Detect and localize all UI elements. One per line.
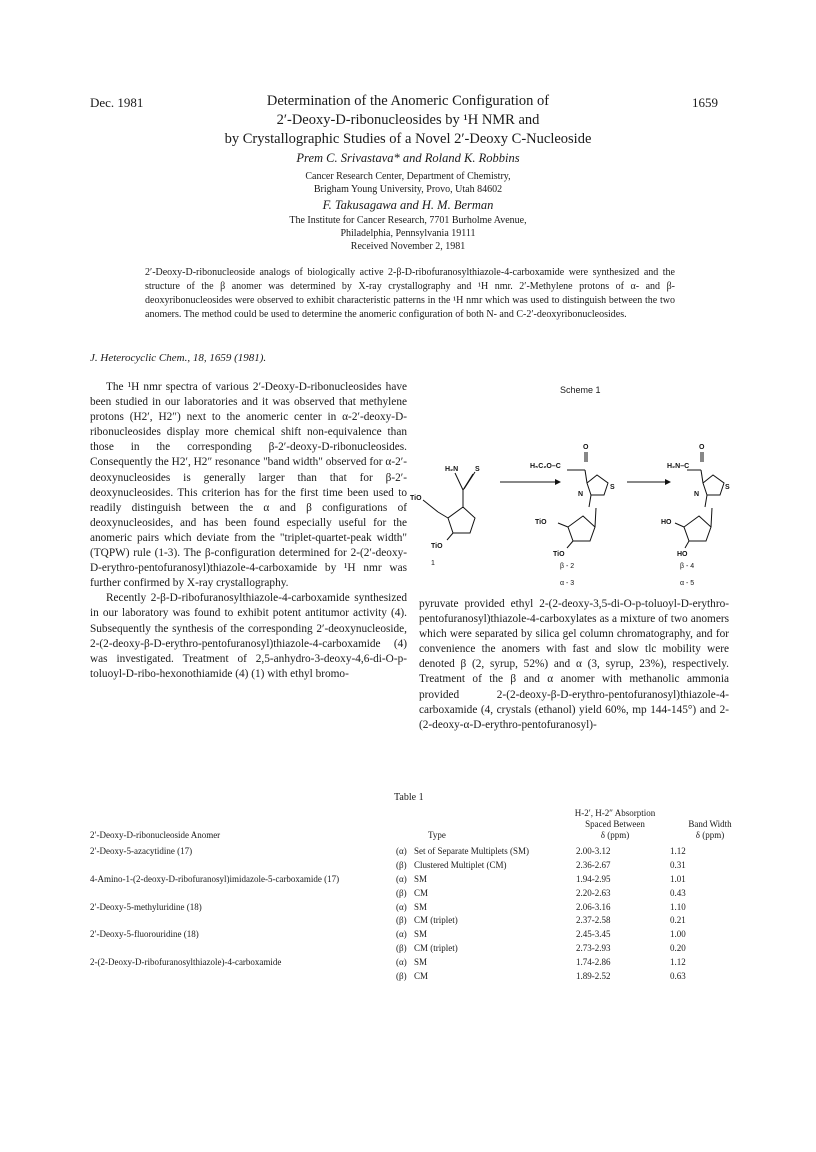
title-line: by Crystallographic Studies of a Novel 2′-Deoxy C-Nucleoside bbox=[224, 131, 592, 147]
c4-oxygen-label: O bbox=[699, 444, 705, 451]
c2-sulfur-label: S bbox=[610, 484, 615, 491]
anomer-cell: (β) bbox=[396, 859, 407, 870]
band-cell: 1.01 bbox=[670, 873, 686, 884]
type-cell: CM (triplet) bbox=[414, 915, 458, 926]
affiliation-line: The Institute for Cancer Research, 7701 Burholme Avenue, bbox=[289, 215, 527, 226]
affiliation-line: Brigham Young University, Provo, Utah 84602 bbox=[313, 184, 503, 195]
type-cell: SM bbox=[414, 901, 428, 912]
spaced-cell: 2.73-2.93 bbox=[576, 943, 611, 954]
journal-date: Dec. 1981 bbox=[90, 95, 144, 110]
band-cell: 1.10 bbox=[670, 901, 686, 912]
received-date: Received November 2, 1981 bbox=[350, 241, 466, 252]
table-row bbox=[90, 970, 740, 984]
c2-tio-label: TiO bbox=[553, 551, 565, 558]
c2-number: β - 2 bbox=[560, 563, 575, 570]
type-cell: Set of Separate Multiplets (SM) bbox=[414, 846, 529, 856]
c2-nitrogen-label: N bbox=[578, 491, 584, 498]
spaced-cell: 2.00-3.12 bbox=[576, 846, 611, 856]
authors-group-2: F. Takusagawa and H. M. Berman bbox=[322, 198, 494, 212]
band-cell: 1.00 bbox=[670, 929, 686, 940]
affiliation-line: Cancer Research Center, Department of Chemistry, bbox=[305, 171, 511, 182]
anomer-cell: (β) bbox=[396, 971, 407, 982]
spaced-cell: 2.06-3.16 bbox=[576, 901, 611, 912]
authors-group-1: Prem C. Srivastava* and Roland K. Robbins bbox=[296, 151, 520, 165]
body-paragraph: The ¹H nmr spectra of various 2′-Deoxy-D-ribonucleosides have been studied in our laboratories and it was observed that methylene protons (H2′, H2″) next to the anomeric center in α-2′-deoxy-D-ribonucleosides display more chemical shift non-equivalence than those in the corresponding β-2′-deoxy-D-ribonucleosides. Consequently the H2′, H2″ resonance "band width" observed for α-2′-deoxynucleosides is generally larger than that for β-2′-deoxynucleosides. This criterion has for the first time been used to readily distinguish between the α and β configurations of deoxynucleosides, and has been found especially useful for the anomeric pairs which deviate from the "triplet-quartet-peak width" (TQPW) rule (1-3). The β-configuration determined for 2-(2′-deoxy-D-erythro-pentofuranosyl)thiazole-4-carboxamide by ¹H nmr was further confirmed by X-ray crystallography. bbox=[90, 381, 407, 590]
anomer-cell: (α) bbox=[396, 873, 407, 884]
anomer-cell: (β) bbox=[396, 887, 407, 898]
c4-number: β - 4 bbox=[680, 563, 695, 570]
header-line: δ (ppm) bbox=[695, 830, 725, 840]
c1-tio-label: TiO bbox=[410, 495, 422, 502]
header-line: Spaced Between bbox=[585, 819, 645, 829]
article-title bbox=[170, 92, 646, 149]
compound-cell: 2′-Deoxy-5-methyluridine (18) bbox=[90, 901, 202, 912]
header-line: δ (ppm) bbox=[600, 830, 630, 840]
table-row bbox=[90, 887, 740, 901]
c1-number: 1 bbox=[431, 560, 435, 567]
c4-ho-label: HO bbox=[661, 519, 672, 526]
reaction-arrow bbox=[500, 479, 561, 485]
band-cell: 0.20 bbox=[670, 943, 686, 954]
spaced-cell: 1.74-2.86 bbox=[576, 957, 611, 968]
table-row bbox=[90, 942, 740, 956]
table-header-absorption bbox=[555, 808, 675, 841]
c4-nitrogen-label: N bbox=[694, 491, 700, 498]
band-cell: 0.21 bbox=[670, 915, 686, 926]
citation: J. Heterocyclic Chem., 18, 1659 (1981). bbox=[90, 352, 267, 364]
c2-oxygen-label: O bbox=[583, 444, 589, 451]
table-row bbox=[90, 914, 740, 928]
c4-ho-label: HO bbox=[677, 551, 688, 558]
spaced-cell: 1.89-2.52 bbox=[576, 971, 611, 982]
compound-2-structure bbox=[558, 452, 608, 548]
type-cell: SM bbox=[414, 873, 428, 884]
body-paragraph: Recently 2-β-D-ribofuranosylthiazole-4-carboxamide synthesized in our laboratory was found to exhibit potent antitumor activity (4). Subsequently the synthesis of the corresponding 2′-deoxynucleoside, 2-(2-deoxy-β-D-erythro-pentofuranosyl)thiazole-4-carboxamide (4) was investigated. Treatment of 2,5-anhydro-3-deoxy-4,6-di-O-p-toluoyl-D-ribo-hexonothiamide (4) (1) with ethyl bromo- bbox=[90, 592, 407, 680]
table-header-type: Type bbox=[428, 830, 446, 840]
anomer-cell: (α) bbox=[396, 901, 407, 912]
reaction-scheme bbox=[405, 400, 735, 595]
band-cell: 1.12 bbox=[670, 846, 686, 856]
c1-tio-label: TiO bbox=[431, 543, 443, 550]
spaced-cell: 2.36-2.67 bbox=[576, 859, 611, 870]
body-left-column bbox=[90, 380, 407, 682]
table-header-band-width bbox=[680, 819, 740, 841]
compound-cell: 2-(2-Deoxy-D-ribofuranosylthiazole)-4-carboxamide bbox=[90, 957, 282, 968]
band-cell: 1.12 bbox=[670, 957, 686, 968]
scheme-title: Scheme 1 bbox=[560, 385, 601, 395]
header-line: H-2′, H-2″ Absorption bbox=[574, 808, 656, 818]
c3-number: α - 3 bbox=[560, 580, 575, 587]
reaction-arrow bbox=[627, 479, 671, 485]
c1-nh2-label: H₂N bbox=[445, 466, 459, 473]
type-cell: CM (triplet) bbox=[414, 943, 458, 954]
compound-1-structure bbox=[423, 472, 475, 540]
table-row bbox=[90, 956, 740, 970]
title-line: Determination of the Anomeric Configuration of bbox=[266, 93, 550, 109]
type-cell: CM bbox=[414, 971, 429, 982]
table-header-anomer: 2′-Deoxy-D-ribonucleoside Anomer bbox=[90, 830, 221, 840]
table-row bbox=[90, 845, 740, 859]
type-cell: SM bbox=[414, 929, 428, 940]
anomer-cell: (α) bbox=[396, 957, 407, 968]
author-block bbox=[150, 150, 666, 253]
type-cell: SM bbox=[414, 957, 428, 968]
body-paragraph: pyruvate provided ethyl 2-(2-deoxy-3,5-di-O-p-toluoyl-D-erythro-pentofuranosyl)thiazole-4-carboxylates as a mixture of two anomers which were separated by silica gel column chromatography, and for convenience the anomers with fast and slow tlc mobility were denoted β (2, syrup, 52%) and α (3, syrup, 23%), respectively. Treatment of the β and α anomer with methanolic ammonia provided 2-(2-deoxy-β-D-erythro-pentofuranosyl)thiazole-4-carboxamide (4, crystals (ethanol) yield 60%, mp 144-145°) and 2-(2-deoxy-α-D-erythro-pentofuranosyl)- bbox=[419, 598, 729, 731]
body-right-column bbox=[419, 597, 729, 733]
band-cell: 0.31 bbox=[670, 859, 686, 870]
anomer-cell: (α) bbox=[396, 846, 407, 856]
anomer-cell: (β) bbox=[396, 943, 407, 954]
c2-tio-label: TiO bbox=[535, 519, 547, 526]
page-number: 1659 bbox=[692, 95, 718, 110]
c2-ester-label: H₅C₂O–C bbox=[530, 463, 561, 470]
compound-cell: 2′-Deoxy-5-azacytidine (17) bbox=[90, 846, 193, 856]
c4-amide-label: H₂N–C bbox=[667, 463, 690, 470]
c5-number: α - 5 bbox=[680, 580, 695, 587]
table-body bbox=[90, 845, 740, 984]
abstract: 2′-Deoxy-D-ribonucleoside analogs of biologically active 2-β-D-ribofuranosylthiazole-4-carboxamide were synthesized and the structure of the β anomer was determined by X-ray crystallography and ¹H nmr. 2′-Methylene protons of α- and β-deoxyribonucleosides were observed to exhibit characteristic patterns in the ¹H nmr which was used to distinguish between the two anomers. The method could be used to determine the anomeric configuration of both N- and C-2′-deoxyribonucleosides. bbox=[145, 267, 675, 321]
spaced-cell: 2.20-2.63 bbox=[576, 887, 611, 898]
affiliation-line: Philadelphia, Pennsylvania 19111 bbox=[340, 228, 476, 239]
anomer-cell: (β) bbox=[396, 915, 407, 926]
spaced-cell: 1.94-2.95 bbox=[576, 873, 611, 884]
compound-cell: 2′-Deoxy-5-fluorouridine (18) bbox=[90, 929, 199, 940]
title-line: 2′-Deoxy-D-ribonucleosides by ¹H NMR and bbox=[276, 112, 540, 128]
header-line: Band Width bbox=[688, 819, 732, 829]
spaced-cell: 2.37-2.58 bbox=[576, 915, 611, 926]
type-cell: CM bbox=[414, 887, 429, 898]
c1-s-label: S bbox=[475, 466, 480, 473]
table-title: Table 1 bbox=[394, 792, 424, 803]
anomer-cell: (α) bbox=[396, 929, 407, 940]
band-cell: 0.43 bbox=[670, 887, 686, 898]
type-cell: Clustered Multiplet (CM) bbox=[414, 859, 507, 870]
band-cell: 0.63 bbox=[670, 971, 686, 982]
table-row bbox=[90, 873, 740, 887]
table-row bbox=[90, 928, 740, 942]
table-row bbox=[90, 859, 740, 873]
c4-sulfur-label: S bbox=[725, 484, 730, 491]
compound-cell: 4-Amino-1-(2-deoxy-D-ribofuranosyl)imidazole-5-carboxamide (17) bbox=[90, 873, 340, 884]
table-row bbox=[90, 901, 740, 915]
spaced-cell: 2.45-3.45 bbox=[576, 929, 611, 940]
